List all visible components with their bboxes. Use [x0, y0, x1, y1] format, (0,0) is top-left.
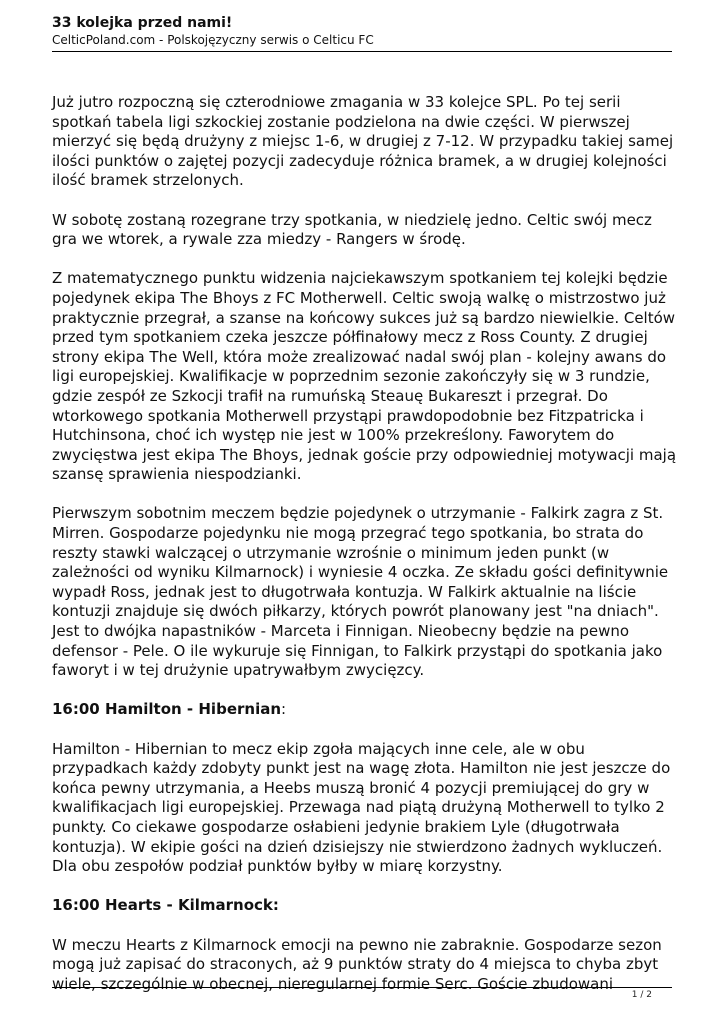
paragraph-hearts-kilmarnock: W meczu Hearts z Kilmarnock emocji na pewno nie zabraknie. Gospodarze sezon mogą już zapisać do straconych, aż 9 punktów straty do 4 miejsca to chyba zbyt wiele, szczególnie w obecnej, nieregularnej formie Serc. Goście zbudowani [52, 935, 662, 993]
paragraph-celtic-motherwell: Z matematycznego punktu widzenia najciekawszym spotkaniem tej kolejki będzie pojedynek ekipa The Bhoys z FC Motherwell. Celtic swoją walkę o mistrzostwo już praktycznie przegrał, a szanse na końcowy sukces już są bardzo niewielkie. Celtów przed tym spotkaniem czeka jeszcze półfinałowy mecz z Ross County. Z drugiej strony ekipa The Well, która może zrealizować nadal swój plan - kolejny awans do ligi europejskiej. Kwalifikacje w poprzednim sezonie zakończyły się w 3 rundzie, gdzie zespół ze Szkocji trafił na rumuńską Steauę Bukareszt i przegrał. Do wtorkowego spotkania Motherwell przystąpi prawdopodobnie bez Fitzpatricka i Hutchinsona, choć ich występ nie jest w 100% przekreślony. Faworytem do zwycięstwa jest ekipa The Bhoys, jednak goście przy odpowiedniej motywacji mają szansę sprawienia niespodzianki. [52, 269, 677, 484]
paragraph-schedule: W sobotę zostaną rozegrane trzy spotkania, w niedzielę jedno. Celtic swój mecz gra we wtorek, a rywale zza miedzy - Rangers w środę. [52, 210, 652, 249]
document-header [52, 14, 672, 48]
header-divider [52, 51, 672, 52]
document-title: 33 kolejka przed nami! [52, 15, 233, 31]
heading-hamilton-hibernian-text: 16:00 Hamilton - Hibernian [52, 700, 282, 719]
site-subtitle: CelticPoland.com - Polskojęzyczny serwis o Celticu FC [52, 33, 374, 47]
footer-divider [52, 987, 672, 988]
article-body [52, 93, 677, 1014]
page-number: 1 / 2 [631, 990, 652, 1000]
paragraph-falkirk-stmirren: Pierwszym sobotnim meczem będzie pojedynek o utrzymanie - Falkirk zagra z St. Mirren. Gospodarze pojedynku nie mogą przegrać tego spotkania, bo strata do reszty stawki walczącej o utrzymanie wzrośnie o minimum jeden punkt (w zależności od wyniku Kilmarnock) i wyniesie 4 oczka. Ze składu gości definitywnie wypadł Ross, jednak jest to długotrwała kontuzja. W Falkirk aktualnie na liście kontuzji znajduje się dwóch piłkarzy, których powrót planowany jest "na dniach". Jest to dwójka napastników - Marceta i Finnigan. Nieobecny będzie na pewno defensor - Pele. O ile wykuruje się Finnigan, to Falkirk przystąpi do spotkania jako faworyt i w tej drużynie upatrywałbym zwycięzcy. [52, 504, 669, 680]
paragraph-intro: Już jutro rozpoczną się czterodniowe zmagania w 33 kolejce SPL. Po tej serii spotkań tabela ligi szkockiej zostanie podzielona na dwie części. W pierwszej mierzyć się będą drużyny z miejsc 1-6, w drugiej z 7-12. W przypadku takiej samej ilości punktów o zajętej pozycji zadecyduje różnica bramek, a w drugiej kolejności ilość bramek strzelonych. [52, 93, 674, 190]
heading-hearts-kilmarnock: 16:00 Hearts - Kilmarnock: [52, 896, 279, 915]
heading-colon: : [281, 700, 287, 719]
heading-hamilton-hibernian [52, 700, 677, 720]
paragraph-hamilton-hibernian: Hamilton - Hibernian to mecz ekip zgoła mających inne cele, ale w obu przypadkach każdy zdobyty punkt jest na wagę złota. Hamilton nie jest jeszcze do końca pewny utrzymania, a Heebs muszą bronić 4 pozycji premiującej do gry w kwalifikacjach ligi europejskiej. Przewaga nad piątą drużyną Motherwell to tylko 2 punkty. Co ciekawe gospodarze osłabieni jedynie brakiem Lyle (długotrwała kontuzja). W ekipie gości na dzień dzisiejszy nie stwierdzono żadnych wykluczeń. Dla obu zespołów podział punktów byłby w miarę korzystny. [52, 739, 671, 876]
